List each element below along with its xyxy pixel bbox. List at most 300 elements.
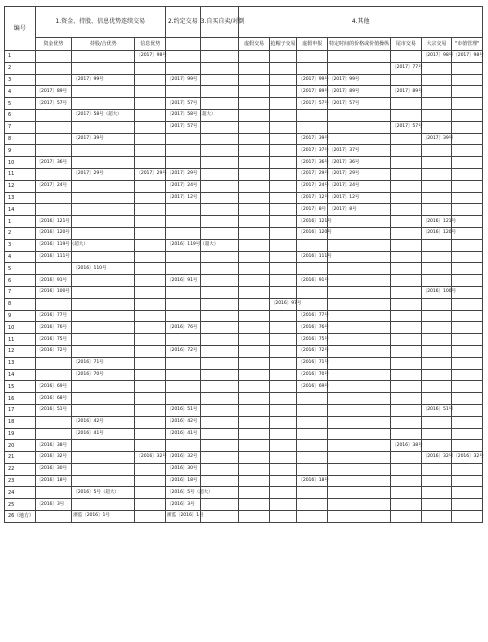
case-cell: [269, 310, 297, 322]
case-cell: [239, 62, 270, 74]
case-cell: [269, 109, 297, 121]
case-cell: [166, 157, 201, 169]
case-cell: [72, 86, 135, 98]
case-cell: [269, 369, 297, 381]
case-cell: [135, 263, 166, 275]
case-cell: 〔2017〕12号: [166, 192, 201, 204]
case-cell: [391, 416, 422, 428]
case-cell: [72, 452, 135, 464]
case-cell: [166, 204, 201, 216]
table-row: [5, 192, 483, 204]
case-cell: [166, 86, 201, 98]
case-cell: [239, 416, 270, 428]
case-cell: [239, 428, 270, 440]
case-cell: [239, 452, 270, 464]
case-cell: [135, 286, 166, 298]
case-cell: [327, 463, 390, 475]
case-cell: [421, 475, 452, 487]
table-row: [5, 109, 483, 121]
case-cell: 〔2016〕32号: [166, 452, 201, 464]
case-cell: [269, 452, 297, 464]
case-cell: [269, 145, 297, 157]
case-cell: [391, 404, 422, 416]
case-cell: 〔2017〕89号: [327, 86, 390, 98]
case-cell: [452, 121, 483, 133]
row-number: 9: [5, 310, 36, 322]
case-cell: [327, 216, 390, 228]
case-cell: [200, 62, 239, 74]
case-cell: [297, 51, 328, 63]
case-cell: [269, 428, 297, 440]
case-cell: [327, 121, 390, 133]
case-cell: [452, 487, 483, 499]
case-cell: 〔2016〕120号: [35, 227, 72, 239]
case-cell: [135, 369, 166, 381]
case-cell: [391, 322, 422, 334]
case-cell: [135, 345, 166, 357]
case-cell: [269, 98, 297, 110]
case-cell: [166, 263, 201, 275]
case-cell: [135, 357, 166, 369]
case-cell: [391, 51, 422, 63]
case-cell: [239, 345, 270, 357]
case-cell: [327, 475, 390, 487]
table-row: [5, 393, 483, 405]
case-cell: [135, 322, 166, 334]
case-cell: 〔2016〕120号: [421, 227, 452, 239]
case-cell: [239, 357, 270, 369]
table-row: [5, 168, 483, 180]
case-cell: [72, 51, 135, 63]
case-cell: [391, 275, 422, 287]
case-cell: 〔2016〕119号（超大）: [35, 239, 72, 251]
case-cell: [200, 98, 239, 110]
case-cell: [166, 216, 201, 228]
case-cell: 〔2016〕32号: [421, 452, 452, 464]
case-cell: [269, 393, 297, 405]
case-cell: [72, 393, 135, 405]
case-cell: [239, 286, 270, 298]
case-cell: [269, 157, 297, 169]
case-cell: [239, 98, 270, 110]
header-sub-market-value: "市值管理": [452, 38, 483, 51]
case-cell: [200, 121, 239, 133]
case-cell: [391, 133, 422, 145]
row-number: 10: [5, 322, 36, 334]
case-cell: [239, 180, 270, 192]
case-cell: 〔2016〕18号: [35, 475, 72, 487]
case-cell: 〔2017〕12号: [297, 192, 328, 204]
row-number: 10: [5, 157, 36, 169]
case-cell: [239, 204, 270, 216]
case-cell: [421, 381, 452, 393]
case-cell: [239, 157, 270, 169]
row-number: 1: [5, 51, 36, 63]
row-number: 12: [5, 345, 36, 357]
case-cell: 〔2016〕30号: [35, 463, 72, 475]
case-cell: [327, 511, 390, 523]
case-cell: 浙监〔2016〕1号: [166, 511, 201, 523]
case-cell: [239, 133, 270, 145]
case-cell: [200, 511, 239, 523]
row-number: 5: [5, 98, 36, 110]
case-cell: [391, 286, 422, 298]
case-cell: [35, 133, 72, 145]
case-cell: [72, 62, 135, 74]
case-cell: [327, 452, 390, 464]
case-cell: [452, 180, 483, 192]
case-cell: [72, 180, 135, 192]
case-cell: [166, 440, 201, 452]
case-cell: [421, 310, 452, 322]
case-cell: 〔2016〕71号: [72, 357, 135, 369]
case-cell: [200, 298, 239, 310]
case-cell: [239, 511, 270, 523]
case-cell: [297, 428, 328, 440]
header-sub-holding: 持股/合优势: [72, 38, 135, 51]
case-cell: [200, 440, 239, 452]
header-sub-closing: 尾市交易: [391, 38, 422, 51]
case-cell: 〔2017〕39号: [421, 133, 452, 145]
case-cell: [72, 216, 135, 228]
case-cell: 〔2016〕120号: [297, 227, 328, 239]
header-group-3: 3.自买自卖/对倒: [200, 7, 239, 38]
case-cell: [200, 204, 239, 216]
case-cell: [327, 298, 390, 310]
case-cell: [327, 239, 390, 251]
table-row: [5, 440, 483, 452]
case-cell: 〔2016〕100号: [421, 286, 452, 298]
case-cell: [391, 475, 422, 487]
case-cell: [135, 180, 166, 192]
case-cell: [72, 463, 135, 475]
table-body: [5, 51, 483, 523]
case-cell: [269, 463, 297, 475]
case-cell: 〔2016〕91号: [297, 275, 328, 287]
case-cell: [239, 475, 270, 487]
case-cell: [452, 263, 483, 275]
case-cell: [452, 133, 483, 145]
row-number: 17: [5, 404, 36, 416]
case-cell: 〔2016〕72号: [35, 345, 72, 357]
case-cell: [421, 157, 452, 169]
case-cell: [200, 286, 239, 298]
case-cell: 〔2016〕32号: [452, 452, 483, 464]
case-cell: [72, 440, 135, 452]
table-row: [5, 204, 483, 216]
case-cell: [297, 487, 328, 499]
case-cell: [269, 74, 297, 86]
table-row: [5, 499, 483, 511]
case-cell: [135, 440, 166, 452]
case-cell: [72, 192, 135, 204]
case-cell: [239, 298, 270, 310]
case-cell: [135, 239, 166, 251]
case-cell: [327, 275, 390, 287]
case-cell: [269, 133, 297, 145]
case-cell: [200, 133, 239, 145]
case-cell: [452, 475, 483, 487]
case-cell: [391, 109, 422, 121]
table-row: [5, 322, 483, 334]
case-cell: [327, 357, 390, 369]
case-cell: [200, 428, 239, 440]
case-cell: [421, 263, 452, 275]
case-cell: [135, 227, 166, 239]
case-cell: 〔2016〕110号: [72, 263, 135, 275]
table-row: [5, 463, 483, 475]
case-cell: [269, 51, 297, 63]
case-cell: [200, 475, 239, 487]
case-cell: [269, 121, 297, 133]
case-cell: 〔2017〕57号: [297, 98, 328, 110]
case-cell: [135, 133, 166, 145]
case-cell: [72, 204, 135, 216]
case-cell: 〔2017〕99号: [72, 74, 135, 86]
case-cell: [297, 239, 328, 251]
case-cell: 〔2016〕3号: [35, 499, 72, 511]
case-cell: [327, 251, 390, 263]
case-cell: [239, 239, 270, 251]
cases-table: [4, 6, 483, 523]
case-cell: [452, 62, 483, 74]
case-cell: [421, 168, 452, 180]
case-cell: [452, 216, 483, 228]
case-cell: [135, 145, 166, 157]
table-row: [5, 74, 483, 86]
case-cell: [297, 499, 328, 511]
case-cell: [269, 487, 297, 499]
case-cell: [239, 192, 270, 204]
table-row: [5, 487, 483, 499]
case-cell: [72, 298, 135, 310]
case-cell: 〔2017〕29号: [166, 168, 201, 180]
table-row: [5, 511, 483, 523]
case-cell: 〔2017〕99号: [297, 74, 328, 86]
case-cell: [135, 475, 166, 487]
case-cell: [269, 180, 297, 192]
case-cell: [421, 121, 452, 133]
case-cell: [421, 428, 452, 440]
case-cell: [452, 499, 483, 511]
row-number: 19: [5, 428, 36, 440]
case-cell: [327, 227, 390, 239]
table-row: [5, 357, 483, 369]
case-cell: 〔2016〕75号: [35, 334, 72, 346]
case-cell: [72, 310, 135, 322]
row-number: 21: [5, 452, 36, 464]
case-cell: 〔2016〕121号: [297, 216, 328, 228]
case-cell: [35, 121, 72, 133]
row-number: 18: [5, 416, 36, 428]
case-cell: [327, 286, 390, 298]
case-cell: 〔2016〕72号: [297, 345, 328, 357]
case-cell: [200, 463, 239, 475]
case-cell: [391, 357, 422, 369]
case-cell: [135, 216, 166, 228]
case-cell: [452, 251, 483, 263]
case-cell: [421, 204, 452, 216]
case-cell: [391, 216, 422, 228]
case-cell: [327, 322, 390, 334]
case-cell: [269, 263, 297, 275]
case-cell: [452, 428, 483, 440]
case-cell: [269, 499, 297, 511]
case-cell: [327, 263, 390, 275]
case-cell: [239, 145, 270, 157]
manipulation-cases-sheet: [4, 6, 483, 523]
case-cell: [452, 381, 483, 393]
case-cell: [452, 74, 483, 86]
case-cell: [135, 62, 166, 74]
case-cell: 〔2016〕76号: [166, 322, 201, 334]
case-cell: [269, 322, 297, 334]
case-cell: [200, 227, 239, 239]
case-cell: [239, 109, 270, 121]
case-cell: [200, 86, 239, 98]
case-cell: 〔2017〕98号: [452, 51, 483, 63]
case-cell: [239, 369, 270, 381]
case-cell: [200, 381, 239, 393]
case-cell: [297, 121, 328, 133]
case-cell: [200, 393, 239, 405]
row-number: 23: [5, 475, 36, 487]
case-cell: [297, 109, 328, 121]
case-cell: [327, 345, 390, 357]
case-cell: [297, 393, 328, 405]
case-cell: 〔2017〕37号: [297, 145, 328, 157]
case-cell: [391, 263, 422, 275]
case-cell: [452, 286, 483, 298]
case-cell: [327, 393, 390, 405]
case-cell: [239, 381, 270, 393]
case-cell: [391, 381, 422, 393]
case-cell: [327, 440, 390, 452]
case-cell: 〔2016〕38号: [391, 440, 422, 452]
case-cell: 〔2016〕69号: [35, 381, 72, 393]
case-cell: 〔2017〕57号: [166, 121, 201, 133]
case-cell: 〔2017〕99号: [166, 74, 201, 86]
case-cell: [269, 511, 297, 523]
row-number: 22: [5, 463, 36, 475]
case-cell: [135, 298, 166, 310]
case-cell: [421, 369, 452, 381]
row-number: 12: [5, 180, 36, 192]
case-cell: [239, 334, 270, 346]
case-cell: [327, 109, 390, 121]
case-cell: [269, 381, 297, 393]
table-row: [5, 334, 483, 346]
case-cell: 〔2017〕58号（超大）: [72, 109, 135, 121]
case-cell: 〔2016〕70号: [297, 369, 328, 381]
case-cell: [452, 393, 483, 405]
case-cell: [135, 487, 166, 499]
case-cell: 〔2016〕3号: [166, 499, 201, 511]
case-cell: [35, 168, 72, 180]
case-cell: 〔2017〕57号: [327, 98, 390, 110]
case-cell: [135, 393, 166, 405]
case-cell: [452, 440, 483, 452]
row-number: 2: [5, 227, 36, 239]
case-cell: 〔2017〕29号: [72, 168, 135, 180]
case-cell: [166, 369, 201, 381]
case-cell: [166, 251, 201, 263]
case-cell: [297, 440, 328, 452]
case-cell: [297, 62, 328, 74]
case-cell: [452, 157, 483, 169]
case-cell: [135, 463, 166, 475]
case-cell: [452, 463, 483, 475]
case-cell: 〔2016〕121号: [35, 216, 72, 228]
case-cell: [35, 487, 72, 499]
case-cell: 〔2016〕70号: [72, 369, 135, 381]
case-cell: 〔2017〕99号: [327, 74, 390, 86]
table-row: [5, 310, 483, 322]
case-cell: [135, 381, 166, 393]
case-cell: [200, 322, 239, 334]
case-cell: [135, 251, 166, 263]
case-cell: [452, 168, 483, 180]
case-cell: [452, 192, 483, 204]
case-cell: [327, 381, 390, 393]
case-cell: [166, 334, 201, 346]
case-cell: [452, 298, 483, 310]
row-number: 24: [5, 487, 36, 499]
case-cell: [35, 511, 72, 523]
case-cell: 〔2016〕18号: [297, 475, 328, 487]
case-cell: [269, 475, 297, 487]
header-sub-scalping: 抢帽子交易: [269, 38, 297, 51]
case-cell: [421, 334, 452, 346]
case-cell: [200, 369, 239, 381]
case-cell: [421, 98, 452, 110]
case-cell: [452, 322, 483, 334]
case-cell: [452, 310, 483, 322]
case-cell: [239, 393, 270, 405]
case-cell: [421, 192, 452, 204]
case-cell: [421, 239, 452, 251]
case-cell: [135, 275, 166, 287]
case-cell: [239, 263, 270, 275]
table-row: [5, 51, 483, 63]
case-cell: [72, 145, 135, 157]
header-group-4: 4.其他: [239, 7, 483, 38]
case-cell: [135, 192, 166, 204]
header-group-1: 1.资金、持股、信息优势连续交易: [35, 7, 165, 38]
case-cell: [391, 239, 422, 251]
case-cell: 〔2016〕77号: [35, 310, 72, 322]
case-cell: [327, 62, 390, 74]
header-sub-timed-price: 特定时间的价格或价值操纵: [327, 38, 390, 51]
case-cell: [35, 357, 72, 369]
case-cell: [72, 499, 135, 511]
case-cell: [239, 487, 270, 499]
case-cell: 〔2016〕91号: [166, 275, 201, 287]
case-cell: 〔2016〕42号: [72, 416, 135, 428]
case-cell: [135, 121, 166, 133]
case-cell: 〔2017〕29号: [135, 168, 166, 180]
case-cell: 〔2016〕75号: [297, 334, 328, 346]
case-cell: [239, 121, 270, 133]
case-cell: [391, 345, 422, 357]
case-cell: [421, 180, 452, 192]
case-cell: [239, 216, 270, 228]
case-cell: 〔2017〕57号: [35, 98, 72, 110]
table-row: [5, 345, 483, 357]
case-cell: [327, 334, 390, 346]
case-cell: [135, 499, 166, 511]
case-cell: [135, 204, 166, 216]
